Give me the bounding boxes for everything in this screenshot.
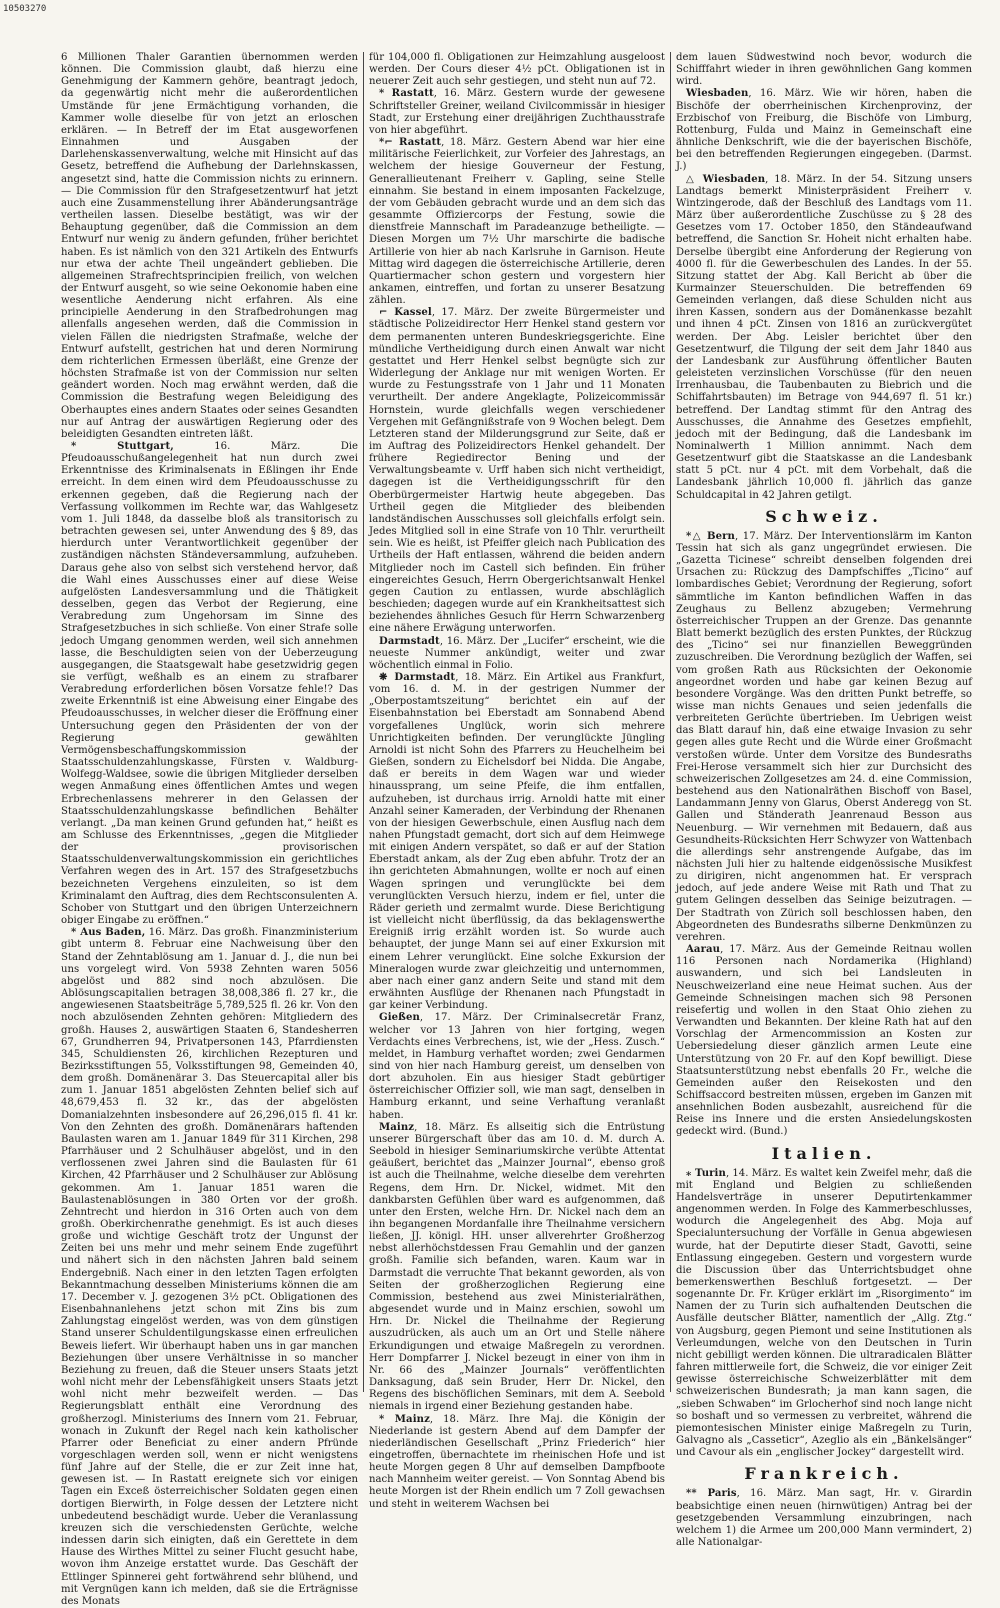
article-paragraph (369, 52, 665, 88)
paragraph-text: , 18. März. Ein Artikel aus Frankfurt, vom 16. d. M. in der gestrigen Nummer der „Oberpostamtszeitung“ berichtet ein auf der Eisenbahnstation bei Eberstadt am Sonnabend Abend vorgefallenes Unglück, worin sich mehrere Unrichtigkeiten befinden. Der verunglückte Jüngling Arnoldi ist nicht Sohn des Pfarrers zu Heuchelheim bei Gießen, sondern zu Eichelsdorf bei Nidda. Die Angabe, daß er bereits in dem Wagen war und wieder hinaussprang, um seine Pfeife, die ihm entfallen, aufzuheben, ist durchaus irrig. Arnoldi hatte mit einer Anzahl seiner Kameraden, der Verbindung der Rhenanen von der hiesigen Gewerbschule, einen Ausflug nach dem nahen Pfungstadt gemacht, dort sich auf dem Heimwege mit einigen Andern verspätet, so daß er auf der Station Eberstadt ankam, als der Zug eben abfuhr. Trotz der an ihn gerichteten Abmahnungen, wollte er noch auf einen Wagen springen und verunglückte bei dem verunglückten Versuch hierzu, indem er fiel, unter die Räder gerieth und zermalmt wurde. Diese Berichtigung ist vielleicht nicht überflüssig, da das beklagenswerthe Ereigniß irrig erzählt worden ist. So wurde auch behauptet, der junge Mann sei auf einer Exkursion mit einem Lehrer verunglückt. Eine solche Exkursion der Mineralogen wurde zwar gleichzeitig und unternommen, aber nach einer ganz andern Seite und stand mit dem erwähnten Ausflüge der Rhenanen nach Pfungstadt in gar keiner Verbindung. (369, 671, 665, 1012)
article-paragraph (61, 52, 358, 441)
article-paragraph (676, 531, 972, 944)
section-heading: Italien. (771, 1143, 877, 1163)
section-heading: Schweiz. (765, 506, 883, 526)
dateline: Darmstadt (379, 635, 440, 647)
article-paragraph (676, 174, 972, 502)
article-paragraph (676, 88, 972, 173)
article-paragraph (676, 944, 972, 1139)
article-paragraph (369, 1012, 665, 1121)
article-paragraph (369, 137, 665, 307)
paragraph-text: , 16. März. Gestern wurde der gewesene Schriftsteller Greiner, weiland Civilcommissär in hiesiger Stadt, zur Erstehung einer dreijährigen Zuchthausstrafe von hier abgeführt. (369, 88, 665, 136)
paragraph-text: , 18. März. Es allseitig sich die Entrüstung unserer Bürgerschaft über das am 10. d. M. durch A. Seebold in hiesiger Seminariumskirche verübte Attentat geäußert, berichtet das „Mainzer Journal“, ebenso groß ist auch die Theilnahme, welche dieselbe dem verehrten Regens, dem Hrn. Dr. Nickel, widmet. Mit den dankbarsten Gefühlen über ward es aufgenommen, daß unter den Ersten, welche Hrn. Dr. Nickel nach dem an ihn begangenen Mordanfalle ihre Theilnahme versichern ließen, JJ. königl. HH. unser allverehrter Großherzog nebst allerhöchstdessen Frau Gemahlin und der ganzen großh. Familie sich befanden, waren. Kaum war in Darmstadt die verruchte That bekannt geworden, als von Seiten der großherzoglichen Regierung eine Commission, bestehend aus zwei Ministerialräthen, abgesendet wurde und in Mainz erschien, sowohl um Hrn. Dr. Nickel die Theilnahme der Regierung auszudrücken, als auch um an Ort und Stelle nähere Erkundigungen und etwaige Maßregeln zu verordnen. Herr Dompfarrer J. Nickel bezeugt in einer von ihm in Nr. 66 des „Mainzer Journals“ veröffentlichten Danksagung, daß sein Bruder, Herr Dr. Nickel, den Regens des bischöflichen Seminars, mit dem A. Seebold niemals in irgend einer Beziehung gestanden habe. (369, 1121, 665, 1413)
article-paragraph (369, 636, 665, 672)
article-paragraph (369, 1414, 665, 1511)
paragraph-text: , 16. März. Wie wir hören, haben die Bischöfe der oberrheinischen Kirchenprovinz, der Erzbischof von Freiburg, die Bischöfe von Limburg, Rottenburg, Fulda und Mainz in Gemeinschaft eine ähnliche Denkschrift, wie die der bayerischen Bischöfe, bei den betreffenden Regierungen eingegeben. (Darmst. J.) (676, 88, 972, 173)
dateline: ❋ Darmstadt (379, 671, 456, 683)
dateline: Gießen (379, 1012, 420, 1024)
paragraph-text: 16. März. Die Pfeudoausschußangelegenheit hat nun durch zwei Erkenntnisse des Kriminalsenats in Eßlingen ihr Ende erreicht. In dem einen wird dem Pfeudoausschusse zu erkennen gegeben, daß die Regierung nach der Verfassung vollkommen im Rechte war, das Wahlgesetz vom 1. Juli 1848, da dasselbe bloß als transitorisch zu betrachten gewesen sei, unter Anwendung des § 89, das hierdurch unter Verantwortlichkeit gegenüber der zuständigen nächsten Ständeversammlung, aufzuheben. Daraus gehe also von selbst sich verstehend hervor, daß die Wahl eines Ausschusses einer auf diese Weise aufgelösten Landesversammlung und die Thätigkeit desselben, gegen das Verbot der Regierung, eine Verabredung zum Ungehorsam im Sinne des Strafgesetzbuches in sich schließe. Von einer Strafe solle jedoch Umgang genommen werden, weil sich annehmen lasse, die Beschuldigten seien von der Ueberzeugung ausgegangen, die Staatsgewalt habe gesetzwidrig gegen sie verfügt, weßhalb es an einem zu strafbarer Verabredung erforderlichen bösen Vorsatze fehle!? Das zweite Erkenntniß ist eine Abweisung einer Eingabe des Pfeudoausschusses, in welcher dieser die Eröffnung einer Untersuchung gegen den Präsidenten der von der Regierung gewählten Vermögensbeschaffungskommission der Staatsschuldenzahlungskasse, Fürsten v. Waldburg-Wolfegg-Waldsee, sowie die übrigen Mitglieder derselben wegen Anmaßung eines öffentlichen Amtes und wegen Erbrechenlassens mehrerer in den Gelassen der Staatsschuldenzahlungskasse befindlichen Behälter verlangt. „Da man keinen Grund gefunden hat,“ heißt es am Schlusse des Erkenntnisses, „gegen die Mitglieder der provisorischen Staatsschuldenverwaltungskommission ein gerichtliches Verfahren wegen des in Art. 157 des Strafgesetzbuchs bezeichneten Vergehens einzuleiten, so ist dem Kriminalamt den Auftrag, dies dem Rechtsconsulenten A. Schober von Stuttgart und den übrigen Unterzeichnern obiger Eingabe zu eröffnen.“ (61, 441, 358, 927)
paragraph-text: , 18. März. Gestern Abend war hier eine militärische Feierlichkeit, zur Vorfeier des Jahrestags, an welchem der hiesige Gouverneur der Festung, Generallieutenant Freiherr v. Gapling, seine Stelle einnahm. Sie bestand in einem imposanten Fackelzuge, der vom Gebäuden gebracht wurde und an dem sich das gesammte Offiziercorps der Festung, sowie die dienstfreie Mannschaft im Paradeanzuge betheiligte. — Diesen Morgen um 7½ Uhr marschirte die badische Artillerie von hier ab nach Karlsruhe in Garnison. Heute Mittag wird dagegen die österreichische Artillerie, deren Quartiermacher schon gestern und vorgestern hier ankamen, eintreffen, und fortan zu unserer Besatzung zählen. (369, 137, 665, 307)
paragraph-text: , 14. März. Es waltet kein Zweifel mehr, daß die mit England und Belgien zu schließenden Handelsverträge in unserer Deputirtenkammer angenommen werden. In Folge des Kammerbeschlusses, wodurch die Angelegenheit des Abg. Moja auf Specialuntersuchung der Vorfälle in Genua abgewiesen wurde, hat der Deputirte dieser Stadt, Gavotti, seine Entlassung eingegeben. Gestern und vorgestern wurde die Discussion über das Unterrichtsbudget ohne bemerkenswerthen Beschluß fortgesetzt. — Der sogenannte Dr. Fr. Krüger erklärt im „Risorgimento“ im Namen der zu Turin sich aufhaltenden Deutschen die Ausfälle deutscher Blätter, namentlich der „Allg. Ztg.“ von Augsburg, gegen Piemont und seine Institutionen als Verleumdungen, welche von den Deutschen in Turin nicht gebilligt werden können. Die ultraradicalen Blätter fahren mittlerweile fort, die Schweiz, die vor einiger Zeit gewisse österreichische Schweizerblätter mit dem schweizerischen Bundesrath; ja man kann sagen, die „sieben Schwaben“ im Grlocherhof sind noch lange nicht so boshaft und so vermessen zu verbreitet, während die piemontesischen Minister einige Maßregeln zu Turin, Galvagno als „Casseticr“, Azeglio als ein „Bänkelsänger“ und Cavour als ein „englischer Jockey“ dargestellt wird. (676, 1167, 972, 1459)
article-paragraph (61, 927, 358, 1608)
dateline: Wiesbaden (686, 88, 749, 100)
dateline: * Rastatt (379, 88, 434, 100)
paragraph-text: dem lauen Südwestwind noch bevor, wodurch die Schifffahrt wieder in ihren gewöhnlichen Gang kommen wird. (676, 52, 972, 88)
dateline: ⌐ Kassel (379, 307, 432, 319)
dateline: ⁎ Turin (686, 1167, 726, 1179)
article-paragraph (369, 88, 665, 137)
article-paragraph (369, 307, 665, 635)
paragraph-text: , 17. März. Der Criminalsecretär Franz, welcher vor 13 Jahren von hier fortging, wegen Verdachts eines Verbrechens, ist, wie der „Hess. Zusch.“ meldet, in Hamburg verhaftet worden; zwei Gendarmen sind von hier nach Hamburg gereist, um denselben von dort abzuholen. Ein aus hiesiger Stadt gebürtiger österreichischer Offizier soll, wie man sagt, denselben in Hamburg erkannt, und seine Verhaftung veranlaßt haben. (369, 1012, 665, 1121)
article-paragraph (676, 1168, 972, 1460)
article-paragraph (676, 1488, 972, 1549)
dateline: *△ Bern (686, 530, 735, 542)
article-paragraph (676, 52, 972, 88)
dateline: * Mainz (379, 1413, 430, 1425)
paragraph-text: , 17. März. Aus der Gemeinde Reitnau wollen 116 Personen nach Nordamerika (Highland) auswandern, und sich bei Landsleuten in Neuschweizerland eine neue Heimat suchen. Aus der Gemeinde Schneisingen machen sich 98 Personen reisefertig und wollen in den Staat Ohio ziehen zu Verwandten und Bekannten. Der kleine Rath hat auf den Vorschlag der Armencommission an Kosten zur Uebersiedelung dieser gänzlich armen Leute eine Unterstützung von 20 Fr. auf den Kopf bewilligt. Diese Staatsunterstützung nebst ebenfalls 20 Fr., welche die Gemeinden außer den Reisekosten und den Schiffsaccord bestreiten müssen, ergeben im Ganzen mit ansehnlichen Boden ausbezahlt, ausreichend für die Reise ins Innere und die ersten Ansiedelungskosten gedeckt wird. (Bund.) (676, 944, 972, 1138)
paragraph-text: , 17. März. Der zweite Bürgermeister und städtische Polizeidirector Herr Henkel stand gestern vor dem permanenten unteren Bundeskriegsgerichte. Eine mündliche Vertheidigung durch einen Anwalt war nicht gestattet und Herr Henkel selbst begnügte sich zur Widerlegung der Anklage nur mit wenigen Worten. Er wurde zu Festungsstrafe von 1 Jahr und 11 Monaten verurtheilt. Der andere Angeklagte, Polizeicommissär Hornstein, wurde gleichfalls wegen verschiedener Vergehen mit Gefängnißstrafe von 9 Wochen belegt. Dem Letzteren stand der Milderungsgrund zur Seite, daß er im Auftrag des Polizeidirectors Henkel gehandelt. Der frühere Regiedirector Bening und der Verwaltungsbeamte v. Urff haben sich nicht vertheidigt, dagegen ist die Vertheidigungsschrift für den Oberbürgermeister Hartwig heute abgegeben. Das Urtheil gegen die Mitglieder des bleibenden landständischen Ausschusses soll gleichfalls erfolgt sein. Jedes Mitglied soll in eine Strafe von 10 Thlr. verurtheilt sein. Wie es heißt, ist Pfeiffer gleich nach Publication des Urtheils der Haft entlassen, während die beiden andern Mitglieder noch im Castell sich befinden. Ein früher eingereichtes Gesuch, Herrn Obergerichtsanwalt Henkel gegen Caution zu entlassen, wurde abschläglich beschieden; dagegen wurde auf ein Krankheitsattest sich beziehendes ähnliches Gesuch für Herrn Schwarzenberg eine nähere Erwägung unterworfen. (369, 307, 665, 635)
dateline: ** Paris (686, 1488, 737, 1500)
column-2 (363, 52, 670, 1510)
dateline: * Aus Baden, (71, 927, 146, 939)
dateline: *⌐ Rastatt (379, 137, 442, 149)
dateline: Aarau (686, 944, 721, 956)
dateline: △ Wiesbaden (686, 173, 766, 185)
paragraph-text: , 16. März. Man sagt, Hr. v. Girardin beabsichtige einen neuen (hirnwütigen) Antrag bei der gesetzgebenden Versammlung einzubringen, nach welchem 1) die Armee um 200,000 Mann vermindert, 2) alle Nationalgar- (676, 1488, 972, 1548)
article-paragraph (369, 1122, 665, 1414)
paragraph-text: , 18. März. In der 54. Sitzung unsers Landtags bemerkt Ministerpräsident Freiherr v. Wintzingerode, daß der Beschluß des Landtags vom 11. März über außerordentliche Zuschüsse zu § 28 des Gesetzes vom 17. October 1850, den Ständeaufwand betreffend, die Sanction Sr. Hoheit nicht erhalten habe. Derselbe übergibt eine Anforderung der Regierung von 4000 fl. für die Gewerbeschulen des Landes. In der 55. Sitzung stattet der Abg. Kall Bericht ab über die Kurmainzer Steuerschulden. Die betreffenden 69 Gemeinden verlangen, daß diese Schulden nicht aus ihren Kassen, sondern aus der Domänenkasse bezahlt und ihnen 4 pCt. Zinsen von 1816 an zurückvergütet werden. Der Abg. Leisler berichtet über den Gesetzentwurf, die Tilgung der seit dem Jahr 1840 aus der Landesbank zur Ausführung öffentlicher Bauten geleisteten verzinslichen Vorschüsse (für den neuen Irrenhausbau, die Taubenbauten zu Biebrich und die Schiffahrtsbauten) im Betrage von 944,697 fl. 51 kr.) betreffend. Der Landtag stimmt für den Antrag des Ausschusses, die Annahme des Gesetzes empfiehlt, jedoch mit der Bedingung, daß die Landesbank im Nominalwerth 1 Million annimmt. Nach dem Gesetzentwurf gibt die Staatskasse an die Landesbank statt 5 pCt. nur 4 pCt. mit dem Vorbehalt, daß die Landesbank jährlich 10,000 fl. jährlich das ganze Schuldcapital in 42 Jahren getilgt. (676, 173, 972, 501)
paragraph-text: , 17. März. Der Interventionslärm im Kanton Tessin hat sich als ganz ungegründet erwiesen. Die „Gazetta Ticinese“ schreibt denselben folgenden drei Ursachen zu: Rückzug des Dampfschiffes „Ticino“ auf lombardisches Gebiet; Verordnung der Regierung, sofort sämmtliche im Kanton befindlichen Waffen in das Zeughaus zu Bellenz abzugeben; Vermehrung österreichischer Truppen an der Grenze. Das genannte Blatt bemerkt bezüglich des ersten Punktes, der Rückzug des „Ticino“ sei nur finanziellen Beweggründen zuzuschreiben. Die Verordnung bezüglich der Waffen, sei vom großen Rath aus Rücksichten der Oekonomie angeordnet worden und habe gar keinen Bezug auf besondere Vorgänge. Was den dritten Punkt betreffe, so wisse man nichts Genaues und seien jedenfalls die verbreiteten Gerüchte übertrieben. Im Uebrigen weist das Blatt darauf hin, daß eine etwaige Invasion zu sehr gegen alles gute Recht und die Würde einer Großmacht verstoßen würde. Unter dem Vorsitze des Bundesraths Frei-Herose versammelt sich hier zur Durchsicht des schweizerischen Zollgesetzes am 24. d. eine Commission, bestehend aus den Nationalräthen Bischoff von Basel, Landammann Jenny von Glarus, Oberst Anderegg von St. Gallen und Ständerath Jeanrenaud Besson aus Neuenburg. — Wir vernehmen mit Bedauern, daß aus Gesundheits-Rücksichten Herr Schwyzer von Wattenbach die allerdings sehr anstrengende Aufgabe, das im nächsten Juli hier zu haltende eidgenössische Musikfest zu dirigiren, nicht angenommen hat. Er versprach jedoch, auf jede andere Weise mit Rath und That zu gutem Gelingen desselben das Seinige beizutragen. — Der Stadtrath von Zürich soll beschlossen haben, den Abgeordneten des Bundesraths silberne Denkmünzen zu verehren. (676, 530, 972, 943)
dateline: Mainz (379, 1121, 415, 1133)
paragraph-text: , 16. März. Der „Lucifer“ erscheint, wie die neueste Nummer ankündigt, weiter und zwar wöchentlich einmal in Folio. (369, 635, 665, 671)
section-heading: Frankreich. (744, 1464, 904, 1484)
column-3 (670, 52, 977, 1548)
paragraph-text: 6 Millionen Thaler Garantien übernommen werden können. Die Commission glaubt, daß hierzu eine Genehmigung der Kammern gehöre, beantragt jedoch, da gegenwärtig nicht mehr die außerordentlichen Umstände für jene Ermächtigung vorhanden, die Kammer wolle dieselbe für von jetzt an erloschen erklären. — In Betreff der im Etat ausgeworfenen Einnahmen und Ausgaben der Darlehenskassenverwaltung, welche mit Hinsicht auf das Gesetz, betreffend die Aufhebung der Darlehnskassen, angesetzt sind, hatte die Commission nichts zu erinnern. — Die Commission für den Strafgesetzentwurf hat jetzt auch eine Zusammenstellung ihrer Abänderungsanträge vertheilen lassen. Dieselbe bestätigt, was wir der Behauptung gegenüber, daß die Commission an dem Entwurf nur wenig zu ändern gefunden, früher berichtet haben. Es ist nämlich von den 321 Artikeln des Entwurfs nur etwa der achte Theil ungeändert geblieben. Die allgemeinen Strafrechtsprincipien freilich, von welchen der Entwurf ausgeht, so wie seine Oekonomie haben eine wesentliche Aenderung nicht erfahren. Als eine principielle Aenderung in den Strafbedrohungen mag allenfalls angesehen werden, daß die Commission in vielen Fällen die niedrigsten Strafmaße, welche der Entwurf aufstellt, gestrichen hat und deren Normirung dem richterlichen Ermessen überläßt, eine Grenze der höchsten Strafmaße ist von der Commission nur selten geändert worden. Noch mag erwähnt werden, daß die Commission die Bestrafung wegen Beleidigung des Oberhauptes eines andern Staates oder seines Gesandten nur auf Antrag der auswärtigen Regierung oder des beleidigten Gesandten eintreten läßt. (61, 52, 358, 440)
paragraph-text: für 104,000 fl. Obligationen zur Heimzahlung ausgeloost werden. Der Cours dieser 4½ pCt. Obligationen ist in neuerer Zeit auch sehr gestiegen, und steht nun auf 72. (369, 52, 665, 88)
paragraph-text: 16. März. Das großh. Finanzministerium gibt unterm 8. Februar eine Nachweisung über den Stand der Zehntablösung am 1. Januar d. J., die nun bei uns vorgelegt wird. Von 5938 Zehnten waren 5056 abgelöst und 882 sind noch abzulösen. Die Ablösungscapitalien betragen 38,008,386 fl. 27 kr., die angewiesenen Staatsbeiträge 5,789,525 fl. 26 kr. Von den noch abzulösenden Zehnten gehören: Mitgliedern des großh. Hauses 2, auswärtigen Staaten 6, Standesherren 67, Grundherren 94, Privatpersonen 143, Pfarrdiensten 345, Schuldiensten 26, kirchlichen Rezepturen und Bezirksstiftungen 55, Volksstiftungen 98, Gemeinden 40, dem großh. Domänenärar 3. Das Steuercapital aller bis zum 1. Januar 1851 abgelösten Zehnten belief sich auf 48,679,453 fl. 32 kr., das der abgelösten Domanialzehnten insbesondere auf 26,296,015 fl. 41 kr. Von den Zehnten des großh. Domänenärars haftenden Baulasten waren am 1. Januar 1849 für 311 Kirchen, 298 Pfarrhäuser und 2 Schulhäuser abgelöst, und in den verflossenen zwei Jahren sind die Baulasten für 61 Kirchen, 42 Pfarrhäuser und 2 Schulhäuser zur Ablösung gekommen. Am 1. Januar 1851 waren die Baulastenablösungen in 380 Orten vor der großh. Zehntrecht und hierdon in 316 Orten auch von dem großh. Oberkirchenrathe genehmigt. Es ist auch dieses große und wichtige Geschäft trotz der Ungunst der Zeiten bei uns mehr und mehr seinem Ende zugeführt und nähert sich in den nächsten Jahren bald seinem Endergebniß. Nach einer in den letzten Tagen erfolgten Bekanntmachung desselben Ministeriums können die am 17. December v. J. gezogenen 3½ pCt. Obligationen des Eisenbahnanlehens jetzt schon mit Zins bis zum Zahlungstag eingelöst werden, was von dem günstigen Stand unserer Schuldentilgungskasse einen erfreulichen Beweis liefert. Wir überhaupt haben uns in gar manchen Beziehungen über unsere Verhältnisse in so mancher Beziehung zu freuen, daß die Steuer unsers Staats jetzt wohl nicht mehr der Lebensfähigkeit unsers Staats jetzt wohl nicht mehr bezweifelt werden. — Das Regierungsblatt enthält eine Verordnung des großherzogl. Ministeriums des Innern vom 21. Februar, wonach in Zukunft der Regel nach kein katholischer Pfarrer oder Beneficiat zu einer andern Pfründe vorgeschlagen werden soll, wenn er nicht wenigstens fünf Jahre auf der Stelle, die er zur Zeit inne hat, gewesen ist. — In Rastatt ereignete sich vor einigen Tagen ein Exceß österreichischer Soldaten gegen einen dortigen Bierwirth, in Folge dessen der Letztere nicht unbedeutend beschädigt wurde. Ueber die Veranlassung kreuzen sich die verschiedensten Gerüchte, welche indessen darin sich einigten, daß ein Gerettete in dem Hause des Wirthes Mittel zu seiner Flucht gesucht habe, wovon ihm Anzeige erstattet wurde. Das Geschäft der Ettlinger Spinnerei geht fortwährend sehr blühend, und mit Vergnügen kann ich melden, daß sie die Erträgnisse des Monats (61, 927, 359, 1607)
article-paragraph (369, 672, 665, 1012)
dateline: * Stuttgart, (71, 441, 174, 452)
paragraph-text: , 18. März. Ihre Maj. die Königin der Niederlande ist gestern Abend auf dem Dampfer der niederländischen Gesellschaft „Prinz Friederich“ hier eingetroffen, übernachtete im rheinischen Hofe und ist heute Morgen gegen 8 Uhr auf demselben Dampfboote nach Mannheim weiter gereist. — Von Sonntag Abend bis heute Morgen ist der Rhein endlich um 7 Zoll gewachsen und steht in weiterem Wachsen bei (369, 1413, 665, 1510)
page-id: 10503270 (3, 4, 47, 14)
column-1 (56, 52, 363, 1607)
article-paragraph (61, 441, 358, 927)
columns (56, 52, 978, 1607)
